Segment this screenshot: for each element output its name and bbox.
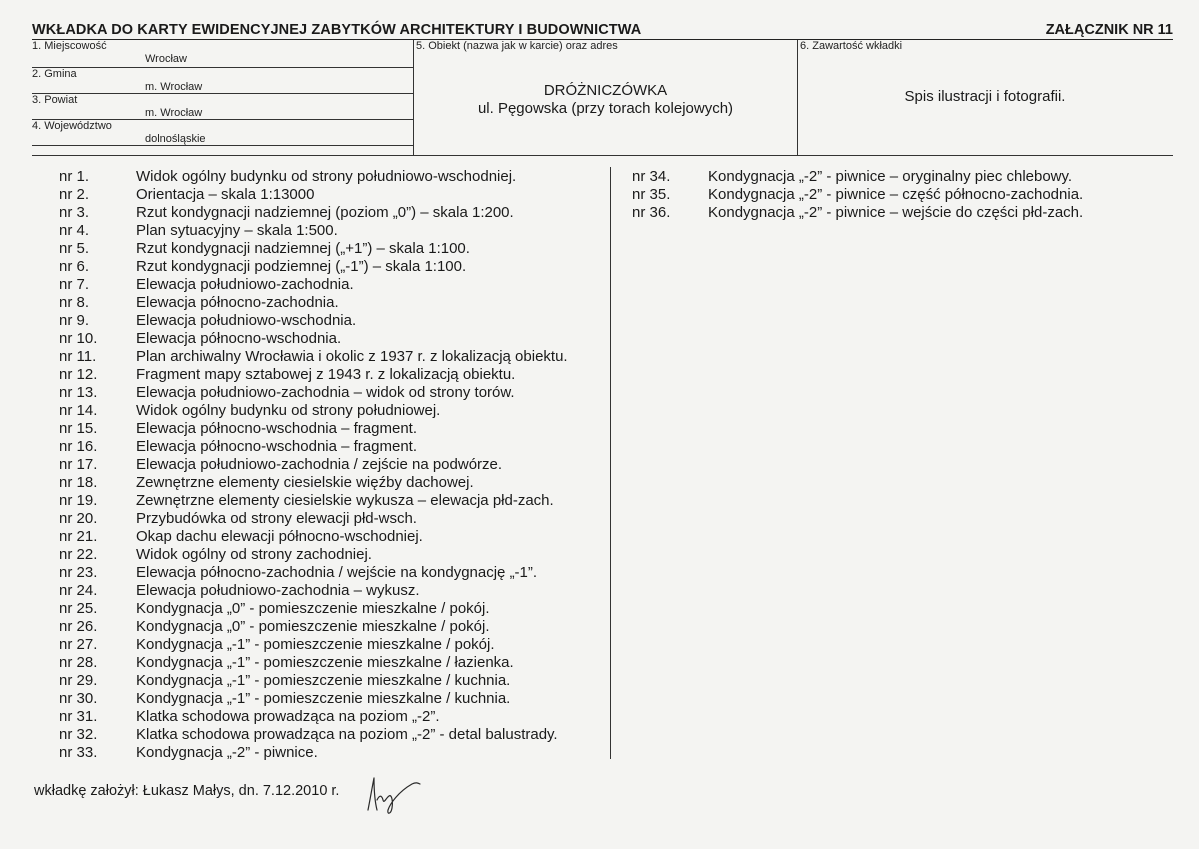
field-divider xyxy=(32,67,413,68)
illustration-number: nr 2. xyxy=(59,186,90,203)
illustration-description: Przybudówka od strony elewacji płd-wsch. xyxy=(136,510,417,527)
illustration-number: nr 12. xyxy=(59,366,98,383)
illustration-description: Rzut kondygnacji nadziemnej (poziom „0”) – skala 1:200. xyxy=(136,204,514,221)
illustration-number: nr 18. xyxy=(59,474,98,491)
illustration-description: Kondygnacja „0” - pomieszczenie mieszkalne / pokój. xyxy=(136,600,490,617)
illustration-number: nr 24. xyxy=(59,582,98,599)
illustration-description: Orientacja – skala 1:13000 xyxy=(136,186,315,203)
illustration-description: Elewacja północno-zachodnia / wejście na kondygnację „-1”. xyxy=(136,564,538,581)
illustration-description: Elewacja północno-wschodnia – fragment. xyxy=(136,420,417,437)
illustration-description: Elewacja południowo-zachodnia / zejście na podwórze. xyxy=(136,456,503,473)
illustration-number: nr 16. xyxy=(59,438,98,455)
zawartosc-label: 6. Zawartość wkładki xyxy=(800,40,903,52)
illustration-number: nr 34. xyxy=(632,168,671,185)
illustration-description: Okap dachu elewacji północno-wschodniej. xyxy=(136,528,423,545)
illustration-description: Elewacja północno-wschodnia – fragment. xyxy=(136,438,417,455)
illustration-description: Elewacja północno-wschodnia. xyxy=(136,330,342,347)
illustration-description: Plan archiwalny Wrocławia i okolic z 1937 r. z lokalizacją obiektu. xyxy=(136,348,568,365)
wojewodztwo-label: 4. Województwo xyxy=(32,120,112,132)
illustration-description: Zewnętrzne elementy ciesielskie wykusza – elewacja płd-zach. xyxy=(136,492,554,509)
illustration-description: Kondygnacja „-2” - piwnice – oryginalny piec chlebowy. xyxy=(708,168,1073,185)
wojewodztwo-value: dolnośląskie xyxy=(145,133,206,145)
illustration-number: nr 27. xyxy=(59,636,98,653)
illustration-number: nr 29. xyxy=(59,672,98,689)
powiat-value: m. Wrocław xyxy=(145,107,203,119)
illustration-number: nr 9. xyxy=(59,312,90,329)
illustration-number: nr 5. xyxy=(59,240,90,257)
illustration-description: Widok ogólny budynku od strony południowo-wschodniej. xyxy=(136,168,517,185)
illustration-description: Rzut kondygnacji nadziemnej („+1”) – skala 1:100. xyxy=(136,240,470,257)
illustration-number: nr 8. xyxy=(59,294,90,311)
illustration-number: nr 25. xyxy=(59,600,98,617)
header-bottom-rule xyxy=(32,155,1173,156)
illustration-description: Kondygnacja „-1” - pomieszczenie mieszkalne / kuchnia. xyxy=(136,672,511,689)
illustration-number: nr 4. xyxy=(59,222,90,239)
illustration-description: Elewacja południowo-zachodnia – wykusz. xyxy=(136,582,420,599)
illustration-number: nr 19. xyxy=(59,492,98,509)
miejscowosc-value: Wrocław xyxy=(145,53,187,65)
illustration-description: Elewacja południowo-zachodnia. xyxy=(136,276,354,293)
illustration-number: nr 17. xyxy=(59,456,98,473)
illustration-number: nr 20. xyxy=(59,510,98,527)
illustration-description: Plan sytuacyjny – skala 1:500. xyxy=(136,222,338,239)
illustration-number: nr 33. xyxy=(59,744,98,761)
illustration-description: Kondygnacja „-2” - piwnice – część północno-zachodnia. xyxy=(708,186,1084,203)
author-note: wkładkę założył: Łukasz Małys, dn. 7.12.2010 r. xyxy=(34,783,340,799)
illustration-number: nr 1. xyxy=(59,168,90,185)
field-divider xyxy=(32,145,413,146)
illustration-number: nr 30. xyxy=(59,690,98,707)
illustration-number: nr 28. xyxy=(59,654,98,671)
document-title: WKŁADKA DO KARTY EWIDENCYJNEJ ZABYTKÓW ARCHITEKTURY I BUDOWNICTWA xyxy=(32,22,642,38)
object-name: DRÓŻNICZÓWKA xyxy=(543,82,668,99)
field-divider xyxy=(32,93,413,94)
illustration-number: nr 13. xyxy=(59,384,98,401)
illustration-number: nr 36. xyxy=(632,204,671,221)
illustration-number: nr 35. xyxy=(632,186,671,203)
illustration-number: nr 26. xyxy=(59,618,98,635)
signature xyxy=(362,770,422,825)
illustration-description: Klatka schodowa prowadząca na poziom „-2”. xyxy=(136,708,440,725)
illustration-number: nr 3. xyxy=(59,204,90,221)
illustration-description: Kondygnacja „-2” - piwnice – wejście do części płd-zach. xyxy=(708,204,1084,221)
illustration-number: nr 31. xyxy=(59,708,98,725)
list-column-divider xyxy=(610,167,611,759)
illustration-number: nr 10. xyxy=(59,330,98,347)
illustration-description: Elewacja południowo-wschodnia. xyxy=(136,312,357,329)
object-address: ul. Pęgowska (przy torach kolejowych) xyxy=(477,100,734,117)
illustration-number: nr 14. xyxy=(59,402,98,419)
miejscowosc-label: 1. Miejscowość xyxy=(32,40,107,52)
illustration-number: nr 23. xyxy=(59,564,98,581)
illustration-description: Zewnętrzne elementy ciesielskie więźby dachowej. xyxy=(136,474,474,491)
illustration-description: Kondygnacja „-2” - piwnice. xyxy=(136,744,318,761)
annex-number: ZAŁĄCZNIK NR 11 xyxy=(1045,22,1173,38)
illustration-number: nr 21. xyxy=(59,528,98,545)
illustration-description: Rzut kondygnacji podziemnej („-1”) – skala 1:100. xyxy=(136,258,467,275)
illustration-description: Elewacja południowo-zachodnia – widok od strony torów. xyxy=(136,384,515,401)
illustration-number: nr 7. xyxy=(59,276,90,293)
obiekt-label: 5. Obiekt (nazwa jak w karcie) oraz adres xyxy=(416,40,618,52)
illustration-number: nr 11. xyxy=(59,348,97,365)
contents-value: Spis ilustracji i fotografii. xyxy=(904,88,1066,105)
illustration-description: Widok ogólny od strony zachodniej. xyxy=(136,546,372,563)
illustration-description: Kondygnacja „-1” - pomieszczenie mieszkalne / łazienka. xyxy=(136,654,514,671)
illustration-description: Kondygnacja „-1” - pomieszczenie mieszkalne / pokój. xyxy=(136,636,495,653)
illustration-number: nr 32. xyxy=(59,726,98,743)
illustration-number: nr 15. xyxy=(59,420,98,437)
illustration-description: Elewacja północno-zachodnia. xyxy=(136,294,339,311)
powiat-label: 3. Powiat xyxy=(32,94,78,106)
illustration-number: nr 22. xyxy=(59,546,98,563)
gmina-value: m. Wrocław xyxy=(145,81,203,93)
illustration-description: Fragment mapy sztabowej z 1943 r. z lokalizacją obiektu. xyxy=(136,366,516,383)
illustration-description: Widok ogólny budynku od strony południowej. xyxy=(136,402,441,419)
illustration-description: Kondygnacja „0” - pomieszczenie mieszkalne / pokój. xyxy=(136,618,490,635)
gmina-label: 2. Gmina xyxy=(32,68,77,80)
illustration-description: Kondygnacja „-1” - pomieszczenie mieszkalne / kuchnia. xyxy=(136,690,511,707)
illustration-number: nr 6. xyxy=(59,258,90,275)
illustration-description: Klatka schodowa prowadząca na poziom „-2” - detal balustrady. xyxy=(136,726,558,743)
